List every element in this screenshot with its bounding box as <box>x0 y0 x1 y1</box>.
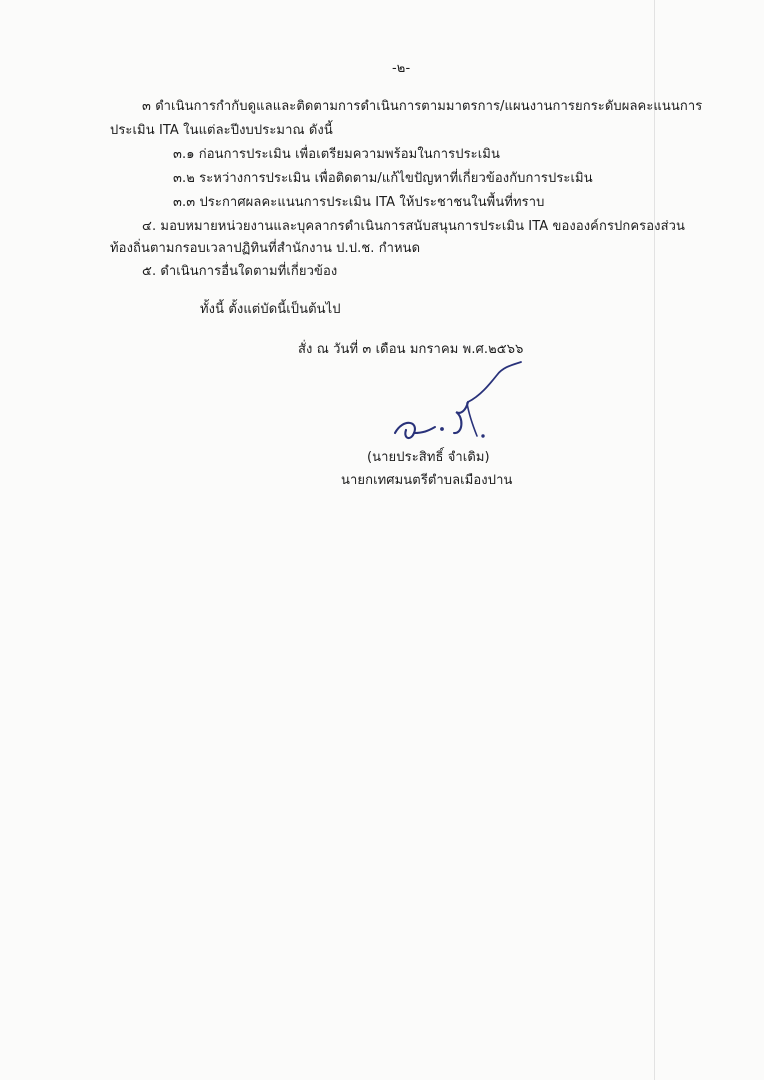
handwritten-signature <box>385 360 535 445</box>
order-date: สั่ง ณ วันที่ ๓ เดือน มกราคม พ.ศ.๒๕๖๖ <box>298 342 524 357</box>
paragraph-3-line-2: ประเมิน ITA ในแต่ละปีงบประมาณ ดังนี้ <box>110 123 333 138</box>
paragraph-3-line-1: ๓ ดำเนินการกำกับดูแลและติดตามการดำเนินการตามมาตรการ/แผนงานการยกระดับผลคะแนนการ <box>142 99 703 114</box>
scan-edge-line <box>654 0 655 1080</box>
signatory-position: นายกเทศมนตรีตำบลเมืองปาน <box>341 473 513 488</box>
paragraph-4-line-1: ๔. มอบหมายหน่วยงานและบุคลากรดำเนินการสนับสนุนการประเมิน ITA ขององค์กรปกครองส่วน <box>142 219 686 234</box>
paragraph-4-line-2: ท้องถิ่นตามกรอบเวลาปฏิทินที่สำนักงาน ป.ป.ช. กำหนด <box>110 241 421 256</box>
subitem-3-1: ๓.๑ ก่อนการประเมิน เพื่อเตรียมความพร้อมในการประเมิน <box>173 147 500 162</box>
signatory-name: (นายประสิทธิ์ จำเดิม) <box>367 450 490 465</box>
paragraph-5: ๕. ดำเนินการอื่นใดตามที่เกี่ยวข้อง <box>142 264 338 279</box>
effective-statement: ทั้งนี้ ตั้งแต่บัดนี้เป็นต้นไป <box>200 302 341 317</box>
subitem-3-3: ๓.๓ ประกาศผลคะแนนการประเมิน ITA ให้ประชาชนในพื้นที่ทราบ <box>173 195 545 210</box>
page-number: -๒- <box>392 61 411 76</box>
subitem-3-2: ๓.๒ ระหว่างการประเมิน เพื่อติดตาม/แก้ไขปัญหาที่เกี่ยวข้องกับการประเมิน <box>173 171 593 186</box>
